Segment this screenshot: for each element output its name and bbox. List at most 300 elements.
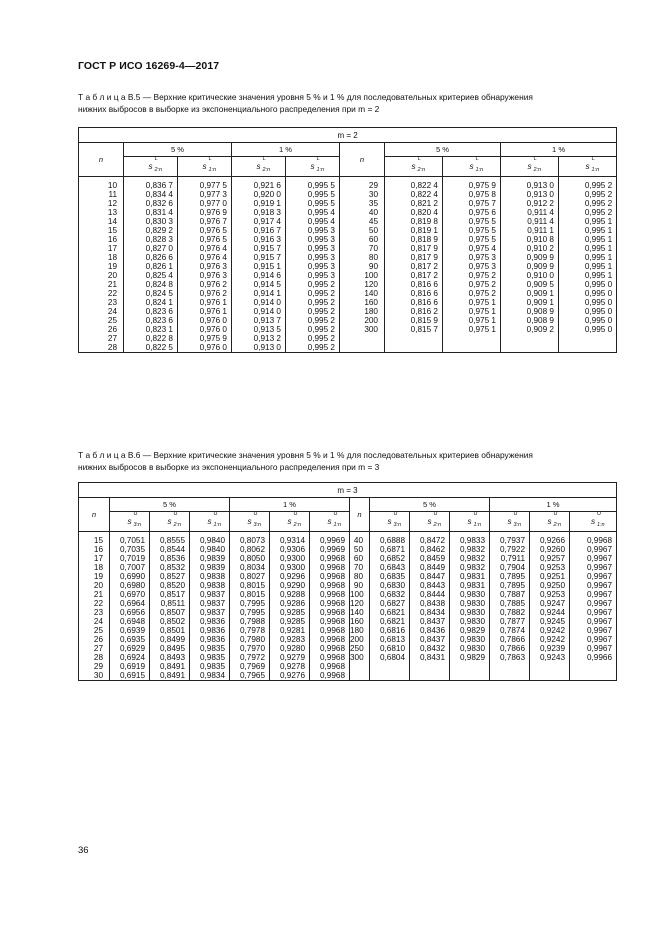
value-cell: 0,995 3 — [286, 262, 340, 271]
value-cell: 0,995 0 — [559, 298, 617, 307]
value-cell: 0,9967 — [570, 644, 617, 653]
value-cell: 0,995 3 — [286, 253, 340, 262]
table-row — [79, 316, 617, 325]
table-row — [79, 563, 617, 572]
value-cell: 0,976 7 — [178, 217, 232, 226]
value-cell: 0,995 2 — [286, 280, 340, 289]
value-cell: 0,9968 — [310, 563, 350, 572]
value-cell: 0,976 5 — [178, 226, 232, 235]
value-cell: 0,7965 — [230, 671, 270, 681]
value-cell: 0,9245 — [530, 617, 570, 626]
value-cell: 0,9239 — [530, 644, 570, 653]
row-n-cell: 40 — [340, 208, 385, 217]
stat-symbol: s U 1:n — [327, 511, 342, 528]
value-cell: 0,6948 — [110, 617, 150, 626]
value-cell: 0,7007 — [110, 563, 150, 572]
value-cell: 0,831 4 — [124, 208, 178, 217]
value-cell: 0,9837 — [190, 590, 230, 599]
table-b5-caption: Т а б л и ц а В.5 — Верхние критические значения уровня 5 % и 1 % для последовательных критериев обнаружения нижних выбросов в выборке из экспоненциального распределения при m = 2 — [78, 92, 533, 114]
value-cell: 0,8532 — [150, 563, 190, 572]
value-cell: 0,9967 — [570, 554, 617, 563]
value-cell: 0,824 5 — [124, 289, 178, 298]
value-cell: 0,7988 — [230, 617, 270, 626]
value-cell: 0,819 8 — [385, 217, 443, 226]
value-cell: 0,975 3 — [443, 253, 501, 262]
value-cell: 0,908 9 — [501, 307, 559, 316]
stat-superscript: U — [513, 511, 518, 517]
value-cell: 0,9288 — [270, 590, 310, 599]
value-cell: 0,6915 — [110, 671, 150, 681]
value-cell: 0,816 2 — [385, 307, 443, 316]
value-cell: 0,995 1 — [559, 235, 617, 244]
value-cell: 0,9968 — [570, 532, 617, 546]
value-cell: 0,995 1 — [559, 253, 617, 262]
table-row — [79, 307, 617, 316]
value-cell: 0,9968 — [310, 599, 350, 608]
column-header-stat — [570, 512, 617, 532]
value-cell: 0,914 5 — [232, 280, 286, 289]
stat-superscript: U — [173, 511, 178, 517]
column-header-stat — [559, 157, 617, 177]
value-cell: 0,9967 — [570, 608, 617, 617]
value-cell: 0,817 9 — [385, 253, 443, 262]
value-cell: 0,8436 — [410, 626, 450, 635]
value-cell — [410, 662, 450, 671]
value-cell: 0,8495 — [150, 644, 190, 653]
value-cell: 0,9968 — [310, 671, 350, 681]
value-cell: 0,975 2 — [443, 289, 501, 298]
value-cell: 0,821 2 — [385, 199, 443, 208]
value-cell: 0,975 1 — [443, 316, 501, 325]
value-cell: 0,911 1 — [501, 226, 559, 235]
stat-symbol: s U 2:n — [167, 511, 182, 528]
statistic-row — [79, 512, 617, 532]
row-n-cell: 24 — [79, 307, 124, 316]
column-header-n: n — [340, 143, 385, 177]
value-cell: 0,976 4 — [178, 253, 232, 262]
value-cell: 0,917 4 — [232, 217, 286, 226]
value-cell: 0,995 2 — [286, 334, 340, 343]
value-cell: 0,9967 — [570, 545, 617, 554]
stat-subscript: 1:n — [591, 167, 600, 173]
value-cell: 0,8438 — [410, 599, 450, 608]
value-cell: 0,977 5 — [178, 177, 232, 191]
row-n-cell: 16 — [79, 545, 110, 554]
row-n-cell: 21 — [79, 590, 110, 599]
row-n-cell: 10 — [79, 177, 124, 191]
value-cell: 0,9247 — [530, 599, 570, 608]
stat-superscript: L — [316, 156, 320, 162]
stat-subscript: 2:n — [553, 522, 562, 528]
value-cell: 0,8015 — [230, 581, 270, 590]
stat-subscript: 3:n — [393, 522, 402, 528]
value-cell: 0,9829 — [450, 653, 490, 662]
value-cell: 0,9830 — [450, 590, 490, 599]
value-cell: 0,819 1 — [385, 226, 443, 235]
value-cell: 0,9253 — [530, 563, 570, 572]
value-cell: 0,9280 — [270, 644, 310, 653]
value-cell: 0,8520 — [150, 581, 190, 590]
value-cell: 0,9968 — [310, 617, 350, 626]
value-cell: 0,6990 — [110, 572, 150, 581]
value-cell: 0,916 3 — [232, 235, 286, 244]
stat-superscript: L — [417, 156, 421, 162]
row-n-cell — [340, 334, 385, 343]
table-row — [79, 208, 617, 217]
value-cell: 0,9967 — [570, 590, 617, 599]
value-cell: 0,824 1 — [124, 298, 178, 307]
value-cell: 0,995 0 — [559, 280, 617, 289]
stat-symbol: s U 2:n — [427, 511, 442, 528]
document-header: ГОСТ Р ИСО 16269-4—2017 — [78, 60, 220, 72]
value-cell: 0,9257 — [530, 554, 570, 563]
value-cell: 0,826 6 — [124, 253, 178, 262]
row-n-cell: 70 — [350, 563, 370, 572]
column-header-5-percent: 5 % — [124, 143, 232, 157]
row-n-cell: 30 — [340, 190, 385, 199]
row-n-cell: 26 — [79, 325, 124, 334]
value-cell: 0,9285 — [270, 608, 310, 617]
value-cell: 0,834 4 — [124, 190, 178, 199]
value-cell: 0,822 8 — [124, 334, 178, 343]
value-cell: 0,6843 — [370, 563, 410, 572]
value-cell: 0,909 9 — [501, 262, 559, 271]
value-cell: 0,914 0 — [232, 298, 286, 307]
value-cell: 0,8447 — [410, 572, 450, 581]
value-cell: 0,8544 — [150, 545, 190, 554]
value-cell: 0,9839 — [190, 563, 230, 572]
value-cell: 0,975 3 — [443, 262, 501, 271]
value-cell: 0,8499 — [150, 635, 190, 644]
value-cell: 0,920 0 — [232, 190, 286, 199]
table-row — [79, 289, 617, 298]
value-cell: 0,6970 — [110, 590, 150, 599]
value-cell: 0,8434 — [410, 608, 450, 617]
value-cell: 0,6939 — [110, 626, 150, 635]
value-cell: 0,976 0 — [178, 316, 232, 325]
value-cell: 0,816 6 — [385, 280, 443, 289]
value-cell: 0,7978 — [230, 626, 270, 635]
row-n-cell — [350, 662, 370, 671]
value-cell: 0,7995 — [230, 599, 270, 608]
column-header-stat — [110, 512, 150, 532]
value-cell: 0,9968 — [310, 554, 350, 563]
column-header-stat — [443, 157, 501, 177]
m-row — [79, 483, 617, 498]
value-cell: 0,918 3 — [232, 208, 286, 217]
value-cell: 0,911 4 — [501, 217, 559, 226]
row-n-cell: 90 — [350, 581, 370, 590]
row-n-cell: 250 — [350, 644, 370, 653]
table-row — [79, 599, 617, 608]
value-cell: 0,912 2 — [501, 199, 559, 208]
row-n-cell — [350, 671, 370, 681]
stat-superscript: U — [553, 511, 558, 517]
row-n-cell: 29 — [340, 177, 385, 191]
value-cell: 0,9967 — [570, 626, 617, 635]
stat-symbol: s U 1:n — [467, 511, 482, 528]
value-cell: 0,6935 — [110, 635, 150, 644]
table-row — [79, 662, 617, 671]
value-cell: 0,9966 — [570, 653, 617, 662]
table-row — [79, 325, 617, 334]
table-row — [79, 617, 617, 626]
value-cell: 0,9831 — [450, 581, 490, 590]
stat-symbol: s L 1:n — [310, 156, 325, 173]
value-cell: 0,826 1 — [124, 262, 178, 271]
table-row — [79, 644, 617, 653]
value-cell: 0,7970 — [230, 644, 270, 653]
table-row — [79, 334, 617, 343]
value-cell: 0,9835 — [190, 644, 230, 653]
value-cell: 0,995 2 — [286, 298, 340, 307]
row-n-cell: 20 — [79, 581, 110, 590]
value-cell: 0,910 8 — [501, 235, 559, 244]
stat-symbol: s U 2:n — [287, 511, 302, 528]
value-cell: 0,995 1 — [559, 226, 617, 235]
value-cell: 0,7895 — [490, 581, 530, 590]
stat-superscript: L — [591, 156, 595, 162]
row-n-cell: 35 — [340, 199, 385, 208]
value-cell: 0,975 9 — [443, 177, 501, 191]
row-n-cell: 180 — [340, 307, 385, 316]
row-n-cell: 100 — [340, 271, 385, 280]
value-cell: 0,9838 — [190, 572, 230, 581]
column-header-stat — [501, 157, 559, 177]
value-cell: 0,9833 — [450, 532, 490, 546]
value-cell: 0,995 2 — [559, 199, 617, 208]
table-row — [79, 199, 617, 208]
value-cell: 0,908 9 — [501, 316, 559, 325]
value-cell: 0,8555 — [150, 532, 190, 546]
column-header-stat — [190, 512, 230, 532]
stat-subscript: 1:n — [208, 167, 217, 173]
value-cell: 0,822 5 — [124, 343, 178, 353]
value-cell: 0,9836 — [190, 635, 230, 644]
value-cell: 0,919 1 — [232, 199, 286, 208]
value-cell: 0,975 5 — [443, 217, 501, 226]
stat-subscript: 2:n — [154, 167, 163, 173]
value-cell: 0,816 6 — [385, 289, 443, 298]
value-cell: 0,829 2 — [124, 226, 178, 235]
column-header-stat — [310, 512, 350, 532]
value-cell: 0,995 2 — [559, 177, 617, 191]
table-row — [79, 298, 617, 307]
value-cell — [370, 671, 410, 681]
value-cell: 0,8034 — [230, 563, 270, 572]
value-cell: 0,8437 — [410, 635, 450, 644]
stat-symbol: s L 2:n — [148, 156, 163, 173]
value-cell: 0,8491 — [150, 671, 190, 681]
value-cell: 0,8493 — [150, 653, 190, 662]
value-cell: 0,9840 — [190, 532, 230, 546]
row-n-cell: 17 — [79, 554, 110, 563]
value-cell: 0,7051 — [110, 532, 150, 546]
stat-symbol: s L 1:n — [469, 156, 484, 173]
value-cell: 0,913 5 — [232, 325, 286, 334]
value-cell: 0,8444 — [410, 590, 450, 599]
row-n-cell: 160 — [350, 617, 370, 626]
value-cell — [443, 334, 501, 343]
row-n-cell: 30 — [79, 671, 110, 681]
value-cell: 0,815 9 — [385, 316, 443, 325]
table-b6-caption: Т а б л и ц а В.6 — Верхние критические значения уровня 5 % и 1 % для последовательных критериев обнаружения нижних выбросов в выборке из экспоненциального распределения при m = 3 — [78, 450, 533, 472]
value-cell: 0,8517 — [150, 590, 190, 599]
value-cell: 0,8462 — [410, 545, 450, 554]
row-n-cell: 28 — [79, 653, 110, 662]
value-cell: 0,8432 — [410, 644, 450, 653]
row-n-cell: 50 — [340, 226, 385, 235]
value-cell: 0,975 5 — [443, 226, 501, 235]
value-cell — [410, 671, 450, 681]
value-cell: 0,9968 — [310, 644, 350, 653]
value-cell: 0,6964 — [110, 599, 150, 608]
table-row — [79, 608, 617, 617]
table-b5 — [78, 127, 617, 353]
value-cell: 0,976 3 — [178, 262, 232, 271]
value-cell: 0,824 8 — [124, 280, 178, 289]
table-row — [79, 635, 617, 644]
value-cell: 0,9967 — [570, 572, 617, 581]
value-cell: 0,976 2 — [178, 280, 232, 289]
stat-symbol: s L 2:n — [527, 156, 542, 173]
value-cell: 0,817 9 — [385, 244, 443, 253]
value-cell: 0,7019 — [110, 554, 150, 563]
value-cell: 0,7882 — [490, 608, 530, 617]
value-cell: 0,9836 — [190, 617, 230, 626]
stat-superscript: U — [333, 511, 338, 517]
value-cell: 0,7877 — [490, 617, 530, 626]
row-n-cell: 12 — [79, 199, 124, 208]
stat-superscript: L — [262, 156, 266, 162]
value-cell: 0,9250 — [530, 581, 570, 590]
table-row — [79, 271, 617, 280]
table-row — [79, 343, 617, 353]
value-cell: 0,995 1 — [559, 217, 617, 226]
value-cell: 0,9296 — [270, 572, 310, 581]
stat-symbol: s U 3:n — [507, 511, 522, 528]
value-cell: 0,975 2 — [443, 271, 501, 280]
row-n-cell: 160 — [340, 298, 385, 307]
value-cell: 0,995 5 — [286, 190, 340, 199]
row-n-cell: 27 — [79, 334, 124, 343]
value-cell: 0,9830 — [450, 635, 490, 644]
value-cell: 0,977 0 — [178, 199, 232, 208]
table-row — [79, 653, 617, 662]
value-cell: 0,8536 — [150, 554, 190, 563]
value-cell: 0,9830 — [450, 599, 490, 608]
value-cell: 0,830 3 — [124, 217, 178, 226]
row-n-cell: 80 — [350, 572, 370, 581]
value-cell: 0,9300 — [270, 563, 310, 572]
row-n-cell: 300 — [340, 325, 385, 334]
column-header-stat — [490, 512, 530, 532]
row-n-cell: 70 — [340, 244, 385, 253]
column-header-1-percent: 1 % — [490, 498, 617, 512]
value-cell: 0,995 0 — [559, 325, 617, 334]
value-cell: 0,7972 — [230, 653, 270, 662]
value-cell: 0,823 6 — [124, 307, 178, 316]
stat-symbol: s U 3:n — [387, 511, 402, 528]
value-cell: 0,975 7 — [443, 199, 501, 208]
value-cell: 0,9276 — [270, 671, 310, 681]
value-cell: 0,913 2 — [232, 334, 286, 343]
stat-subscript: 3:n — [513, 522, 522, 528]
table-row — [79, 554, 617, 563]
value-cell: 0,6871 — [370, 545, 410, 554]
row-n-cell: 28 — [79, 343, 124, 353]
value-cell — [530, 662, 570, 671]
value-cell: 0,9967 — [570, 563, 617, 572]
column-header-stat — [270, 512, 310, 532]
column-header-stat — [385, 157, 443, 177]
value-cell: 0,995 2 — [286, 343, 340, 353]
percent-row — [79, 498, 617, 512]
value-cell: 0,910 2 — [501, 244, 559, 253]
column-header-1-percent: 1 % — [232, 143, 340, 157]
stat-superscript: L — [154, 156, 158, 162]
value-cell: 0,7911 — [490, 554, 530, 563]
value-cell: 0,976 1 — [178, 298, 232, 307]
table-row — [79, 671, 617, 681]
value-cell: 0,995 3 — [286, 244, 340, 253]
value-cell: 0,9242 — [530, 635, 570, 644]
value-cell: 0,910 0 — [501, 271, 559, 280]
value-cell: 0,7866 — [490, 644, 530, 653]
value-cell: 0,817 2 — [385, 262, 443, 271]
row-n-cell: 18 — [79, 563, 110, 572]
value-cell: 0,9968 — [310, 572, 350, 581]
value-cell: 0,9278 — [270, 662, 310, 671]
value-cell: 0,913 0 — [501, 177, 559, 191]
value-cell: 0,976 2 — [178, 289, 232, 298]
value-cell: 0,6888 — [370, 532, 410, 546]
table-row — [79, 235, 617, 244]
column-header-n: n — [350, 498, 370, 532]
stat-superscript: U — [596, 511, 601, 517]
value-cell: 0,9832 — [450, 545, 490, 554]
value-cell: 0,7874 — [490, 626, 530, 635]
value-cell: 0,7937 — [490, 532, 530, 546]
value-cell — [530, 671, 570, 681]
row-n-cell: 200 — [340, 316, 385, 325]
row-n-cell: 60 — [350, 554, 370, 563]
column-header-n: n — [79, 498, 110, 532]
value-cell: 0,6835 — [370, 572, 410, 581]
column-header-stat — [124, 157, 178, 177]
value-cell: 0,9266 — [530, 532, 570, 546]
value-cell: 0,995 3 — [286, 271, 340, 280]
column-header-stat — [450, 512, 490, 532]
stat-subscript: 2:n — [293, 522, 302, 528]
stat-superscript: L — [533, 156, 537, 162]
value-cell: 0,827 0 — [124, 244, 178, 253]
value-cell: 0,8501 — [150, 626, 190, 635]
column-header-n: n — [79, 143, 124, 177]
value-cell: 0,909 5 — [501, 280, 559, 289]
value-cell: 0,975 8 — [443, 190, 501, 199]
column-header-5-percent: 5 % — [110, 498, 230, 512]
stat-superscript: L — [475, 156, 479, 162]
table-row — [79, 280, 617, 289]
value-cell: 0,9830 — [450, 617, 490, 626]
stat-subscript: 3:n — [133, 522, 142, 528]
value-cell: 0,9968 — [310, 662, 350, 671]
value-cell: 0,913 7 — [232, 316, 286, 325]
value-cell: 0,9967 — [570, 635, 617, 644]
row-n-cell: 24 — [79, 617, 110, 626]
value-cell: 0,7885 — [490, 599, 530, 608]
